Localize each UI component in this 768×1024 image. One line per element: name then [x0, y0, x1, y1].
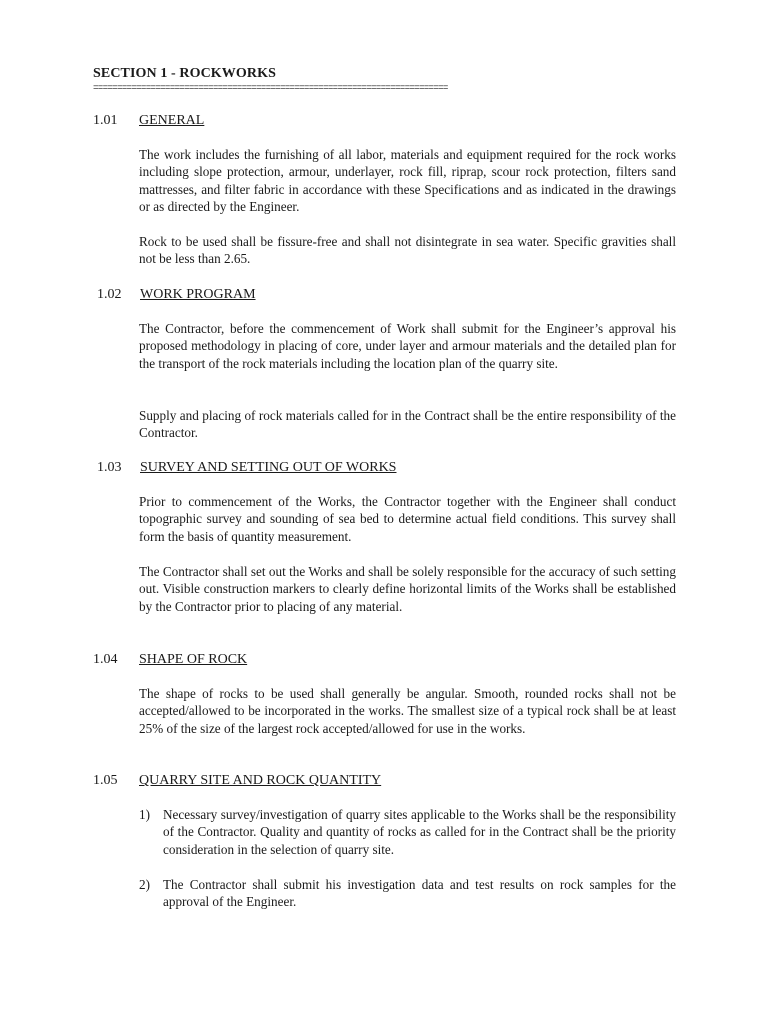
- section-title: GENERAL: [139, 113, 205, 128]
- section-title: QUARRY SITE AND ROCK QUANTITY: [139, 773, 382, 788]
- list-item-text: Necessary survey/investigation of quarry sites applicable to the Works shall be the responsibility of the Contractor. Quality and quantity of rocks as called for in the Contract shall be the priority consideration in the selection of quarry site.: [163, 807, 676, 857]
- paragraph: The Contractor shall set out the Works and shall be solely responsible for the accuracy of such setting out. Visible construction markers to clearly define horizontal limits of the Works shall be established by the Contractor prior to placing of any material.: [139, 564, 676, 614]
- section-title: SHAPE OF ROCK: [139, 652, 248, 667]
- section-title: WORK PROGRAM: [140, 287, 256, 302]
- section-number: 1.03: [97, 460, 122, 475]
- section-title: SURVEY AND SETTING OUT OF WORKS: [140, 460, 397, 475]
- paragraph: The work includes the furnishing of all labor, materials and equipment required for the rock works including slope protection, armour, underlayer, rock fill, riprap, scour rock protection, filters sand mattresses, and filter fabric in accordance with these Specifications and as indicated in the drawings or as directed by the Engineer.: [139, 147, 676, 215]
- list-item-text: The Contractor shall submit his investigation data and test results on rock samples for the approval of the Engineer.: [163, 877, 676, 910]
- paragraph: Prior to commencement of the Works, the Contractor together with the Engineer shall conduct topographic survey and sounding of sea bed to determine actual field conditions. This survey shall form the basis of quantity measurement.: [139, 494, 676, 544]
- paragraph: Rock to be used shall be fissure-free and shall not disintegrate in sea water. Specific gravities shall not be less than 2.65.: [139, 234, 676, 267]
- section-number: 1.04: [93, 652, 118, 667]
- section-number: 1.05: [93, 773, 118, 788]
- document-title: SECTION 1 - ROCKWORKS: [93, 66, 276, 81]
- paragraph: The shape of rocks to be used shall generally be angular. Smooth, rounded rocks shall not be accepted/allowed to be incorporated in the works. The smallest size of a typical rock shall be at least 25% of the size of the largest rock accepted/allowed for use in the works.: [139, 686, 676, 736]
- title-separator: ==========================================================================: [93, 82, 448, 93]
- list-item-marker: 2): [139, 877, 150, 892]
- section-number: 1.02: [97, 287, 122, 302]
- paragraph: Supply and placing of rock materials called for in the Contract shall be the entire responsibility of the Contractor.: [139, 408, 676, 441]
- paragraph: The Contractor, before the commencement of Work shall submit for the Engineer’s approval his proposed methodology in placing of core, under layer and armour materials and the detailed plan for the transport of the rock materials including the location plan of the quarry site.: [139, 321, 676, 371]
- section-number: 1.01: [93, 113, 118, 128]
- list-item-marker: 1): [139, 807, 150, 822]
